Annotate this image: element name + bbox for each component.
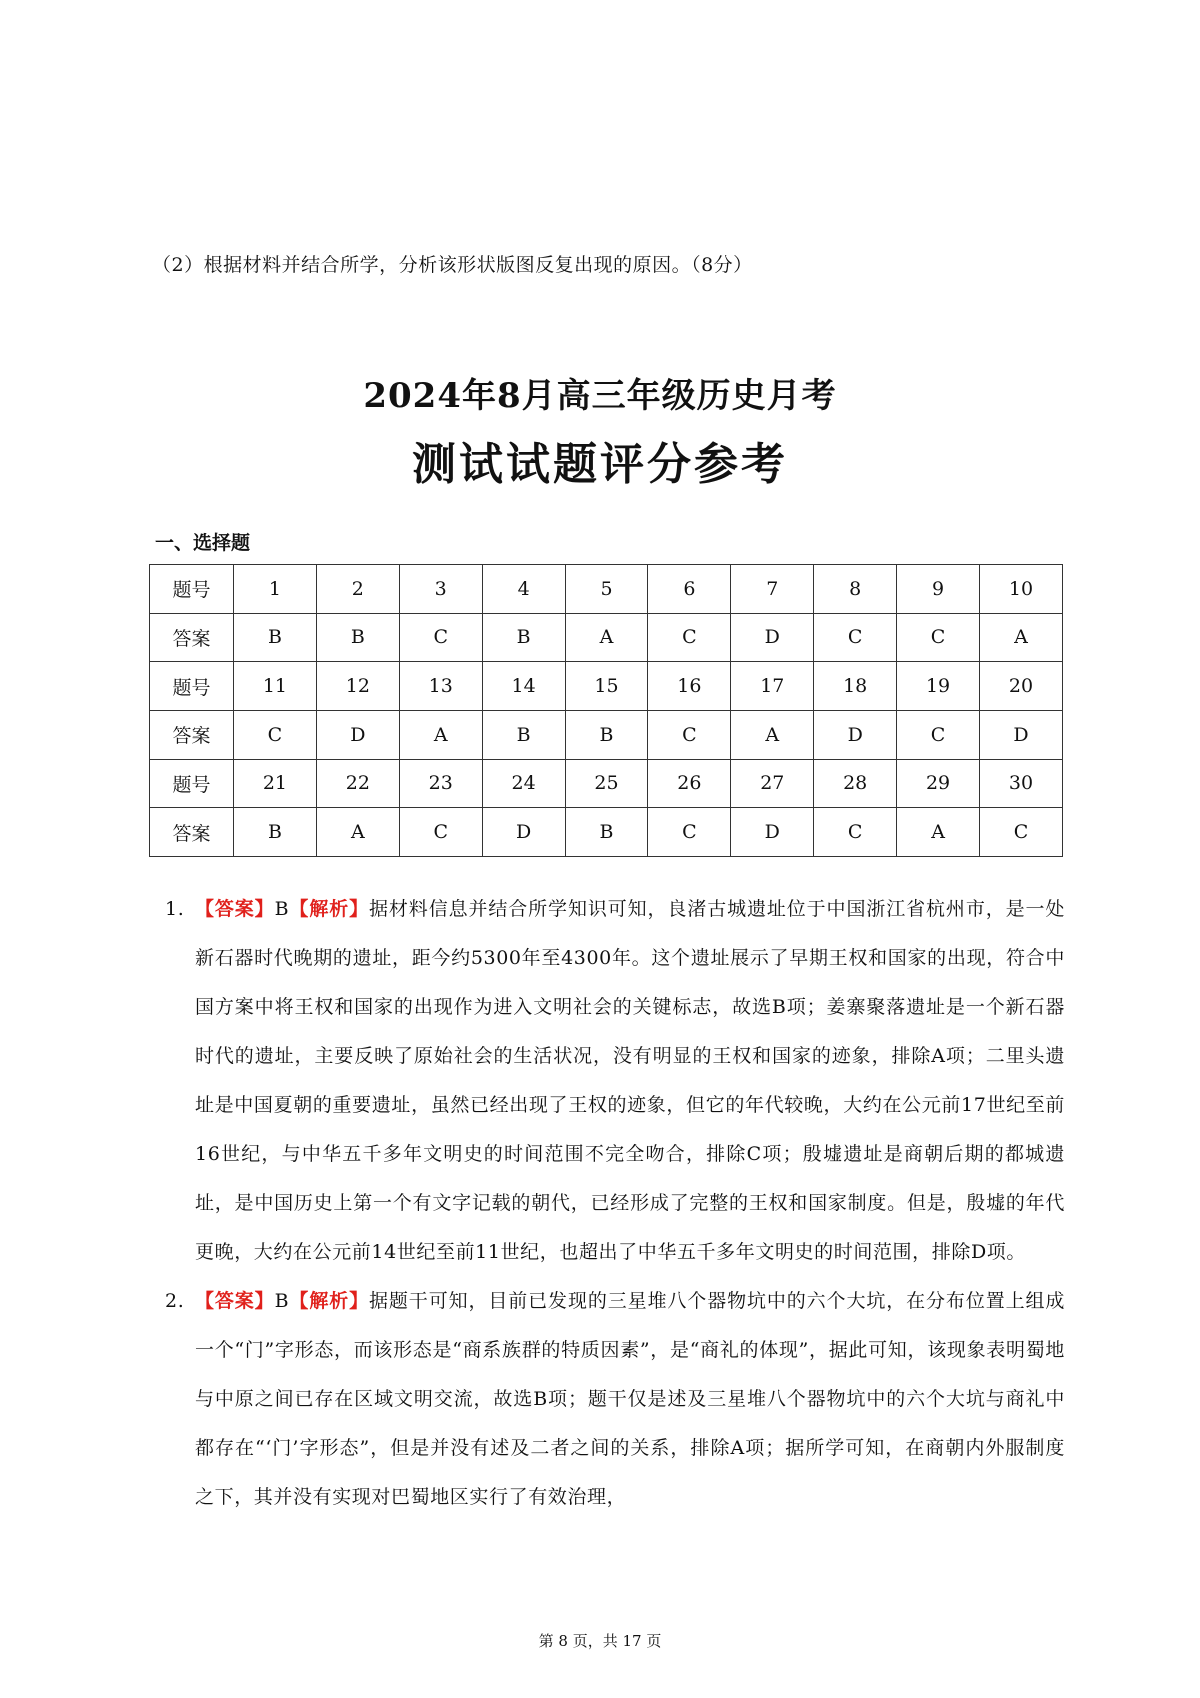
question-number-cell: 14 — [482, 662, 565, 711]
document-title: 2024年8月高三年级历史月考 — [363, 376, 837, 416]
answer-tag: 【答案】 — [195, 1290, 275, 1312]
answer-cell: A — [316, 808, 399, 857]
answer-cell: D — [814, 710, 897, 759]
question-number-cell: 25 — [565, 759, 648, 808]
question-number-cell: 30 — [980, 759, 1063, 808]
answer-cell: C — [814, 613, 897, 662]
question-number-cell: 5 — [565, 565, 648, 614]
question-number-row — [150, 662, 1063, 711]
answer-cell: C — [980, 808, 1063, 857]
question-number-cell: 9 — [897, 565, 980, 614]
document-subtitle: 测试试题评分参考 — [412, 439, 788, 490]
question-number-cell: 8 — [814, 565, 897, 614]
answer-cell: C — [897, 710, 980, 759]
analysis-tag: 【解析】 — [289, 1290, 370, 1312]
question-number-cell: 12 — [316, 662, 399, 711]
question-number-cell: 19 — [897, 662, 980, 711]
question-number-cell: 15 — [565, 662, 648, 711]
section-heading: 一、选择题 — [155, 532, 251, 554]
question-number-cell: 24 — [482, 759, 565, 808]
answer-cell: C — [814, 808, 897, 857]
answer-cell: B — [482, 710, 565, 759]
item-number: 1. — [165, 898, 185, 920]
answer-cell: C — [648, 613, 731, 662]
answer-row — [150, 808, 1063, 857]
row-label: 题号 — [150, 759, 234, 808]
row-label: 答案 — [150, 808, 234, 857]
answer-row — [150, 710, 1063, 759]
row-label: 题号 — [150, 662, 234, 711]
question-number-cell: 26 — [648, 759, 731, 808]
explanations-list — [165, 885, 1065, 1522]
question-number-cell: 7 — [731, 565, 814, 614]
answer-cell: C — [648, 808, 731, 857]
analysis-tag: 【解析】 — [289, 898, 370, 920]
analysis-text: 据材料信息并结合所学知识可知，良渚古城遗址位于中国浙江省杭州市，是一处新石器时代晚期的遗址，距今约5300年至4300年。这个遗址展示了早期王权和国家的出现，符合中国方案中将王权和国家的出现作为进入文明社会的关键标志，故选B项；姜寨聚落遗址是一个新石器时代的遗址，主要反映了原始社会的生活状况，没有明显的王权和国家的迹象，排除A项；二里头遗址是中国夏朝的重要遗址，虽然已经出现了王权的迹象，但它的年代较晚，大约在公元前17世纪至前16世纪，与中华五千多年文明史的时间范围不完全吻合，排除C项；殷墟遗址是商朝后期的都城遗址，是中国历史上第一个有文字记载的朝代，已经形成了完整的王权和国家制度。但是，殷墟的年代更晚，大约在公元前14世纪至前11世纪，也超出了中华五千多年文明史的时间范围，排除D项。 — [195, 898, 1065, 1263]
question-number-cell: 23 — [399, 759, 482, 808]
question-number-cell: 18 — [814, 662, 897, 711]
answer-cell: B — [482, 613, 565, 662]
question-number-cell: 3 — [399, 565, 482, 614]
answer-tag: 【答案】 — [195, 898, 275, 920]
answer-cell: A — [897, 808, 980, 857]
row-label: 题号 — [150, 565, 234, 614]
question-number-cell: 17 — [731, 662, 814, 711]
answer-cell: D — [731, 808, 814, 857]
question-number-cell: 4 — [482, 565, 565, 614]
analysis-text: 据题干可知，目前已发现的三星堆八个器物坑中的六个大坑，在分布位置上组成一个“门”字形态，而该形态是“商系族群的特质因素”，是“商礼的体现”，据此可知，该现象表明蜀地与中原之间已存在区域文明交流，故选B项；题干仅是述及三星堆八个器物坑中的六个大坑与商礼中都存在“‘门’字形态”，但是并没有述及二者之间的关系，排除A项；据所学可知，在商朝内外服制度之下，其并没有实现对巴蜀地区实行了有效治理， — [195, 1290, 1065, 1508]
question-number-cell: 21 — [234, 759, 317, 808]
answer-cell: B — [565, 710, 648, 759]
answer-row — [150, 613, 1063, 662]
answer-cell: B — [316, 613, 399, 662]
row-label: 答案 — [150, 613, 234, 662]
question-number-cell: 29 — [897, 759, 980, 808]
answer-cell: D — [316, 710, 399, 759]
question-number-cell: 20 — [980, 662, 1063, 711]
answer-table — [149, 564, 1063, 857]
question-number-cell: 22 — [316, 759, 399, 808]
question-number-cell: 27 — [731, 759, 814, 808]
answer-cell: D — [980, 710, 1063, 759]
answer-cell: B — [565, 808, 648, 857]
answer-cell: C — [399, 808, 482, 857]
answer-cell: C — [399, 613, 482, 662]
page-footer: 第 8 页，共 17 页 — [538, 1632, 662, 1650]
question-number-row — [150, 759, 1063, 808]
question-number-cell: 2 — [316, 565, 399, 614]
answer-cell: C — [897, 613, 980, 662]
answer-cell: C — [234, 710, 317, 759]
answer-letter: B — [274, 1290, 290, 1312]
answer-cell: D — [731, 613, 814, 662]
question-number-cell: 28 — [814, 759, 897, 808]
question-number-cell: 16 — [648, 662, 731, 711]
answer-cell: C — [648, 710, 731, 759]
row-label: 答案 — [150, 710, 234, 759]
answer-cell: A — [399, 710, 482, 759]
explanation-item — [165, 885, 1065, 1277]
explanation-item — [165, 1277, 1065, 1522]
answer-cell: A — [731, 710, 814, 759]
answer-cell: A — [565, 613, 648, 662]
question-number-cell: 11 — [234, 662, 317, 711]
answer-letter: B — [274, 898, 290, 920]
question-number-cell: 6 — [648, 565, 731, 614]
answer-cell: A — [980, 613, 1063, 662]
question-number-row — [150, 565, 1063, 614]
question-number-cell: 13 — [399, 662, 482, 711]
item-number: 2. — [165, 1290, 185, 1312]
previous-question-text: （2）根据材料并结合所学，分析该形状版图反复出现的原因。（8分） — [152, 254, 753, 276]
answer-cell: D — [482, 808, 565, 857]
question-number-cell: 1 — [234, 565, 317, 614]
answer-cell: B — [234, 613, 317, 662]
answer-cell: B — [234, 808, 317, 857]
question-number-cell: 10 — [980, 565, 1063, 614]
